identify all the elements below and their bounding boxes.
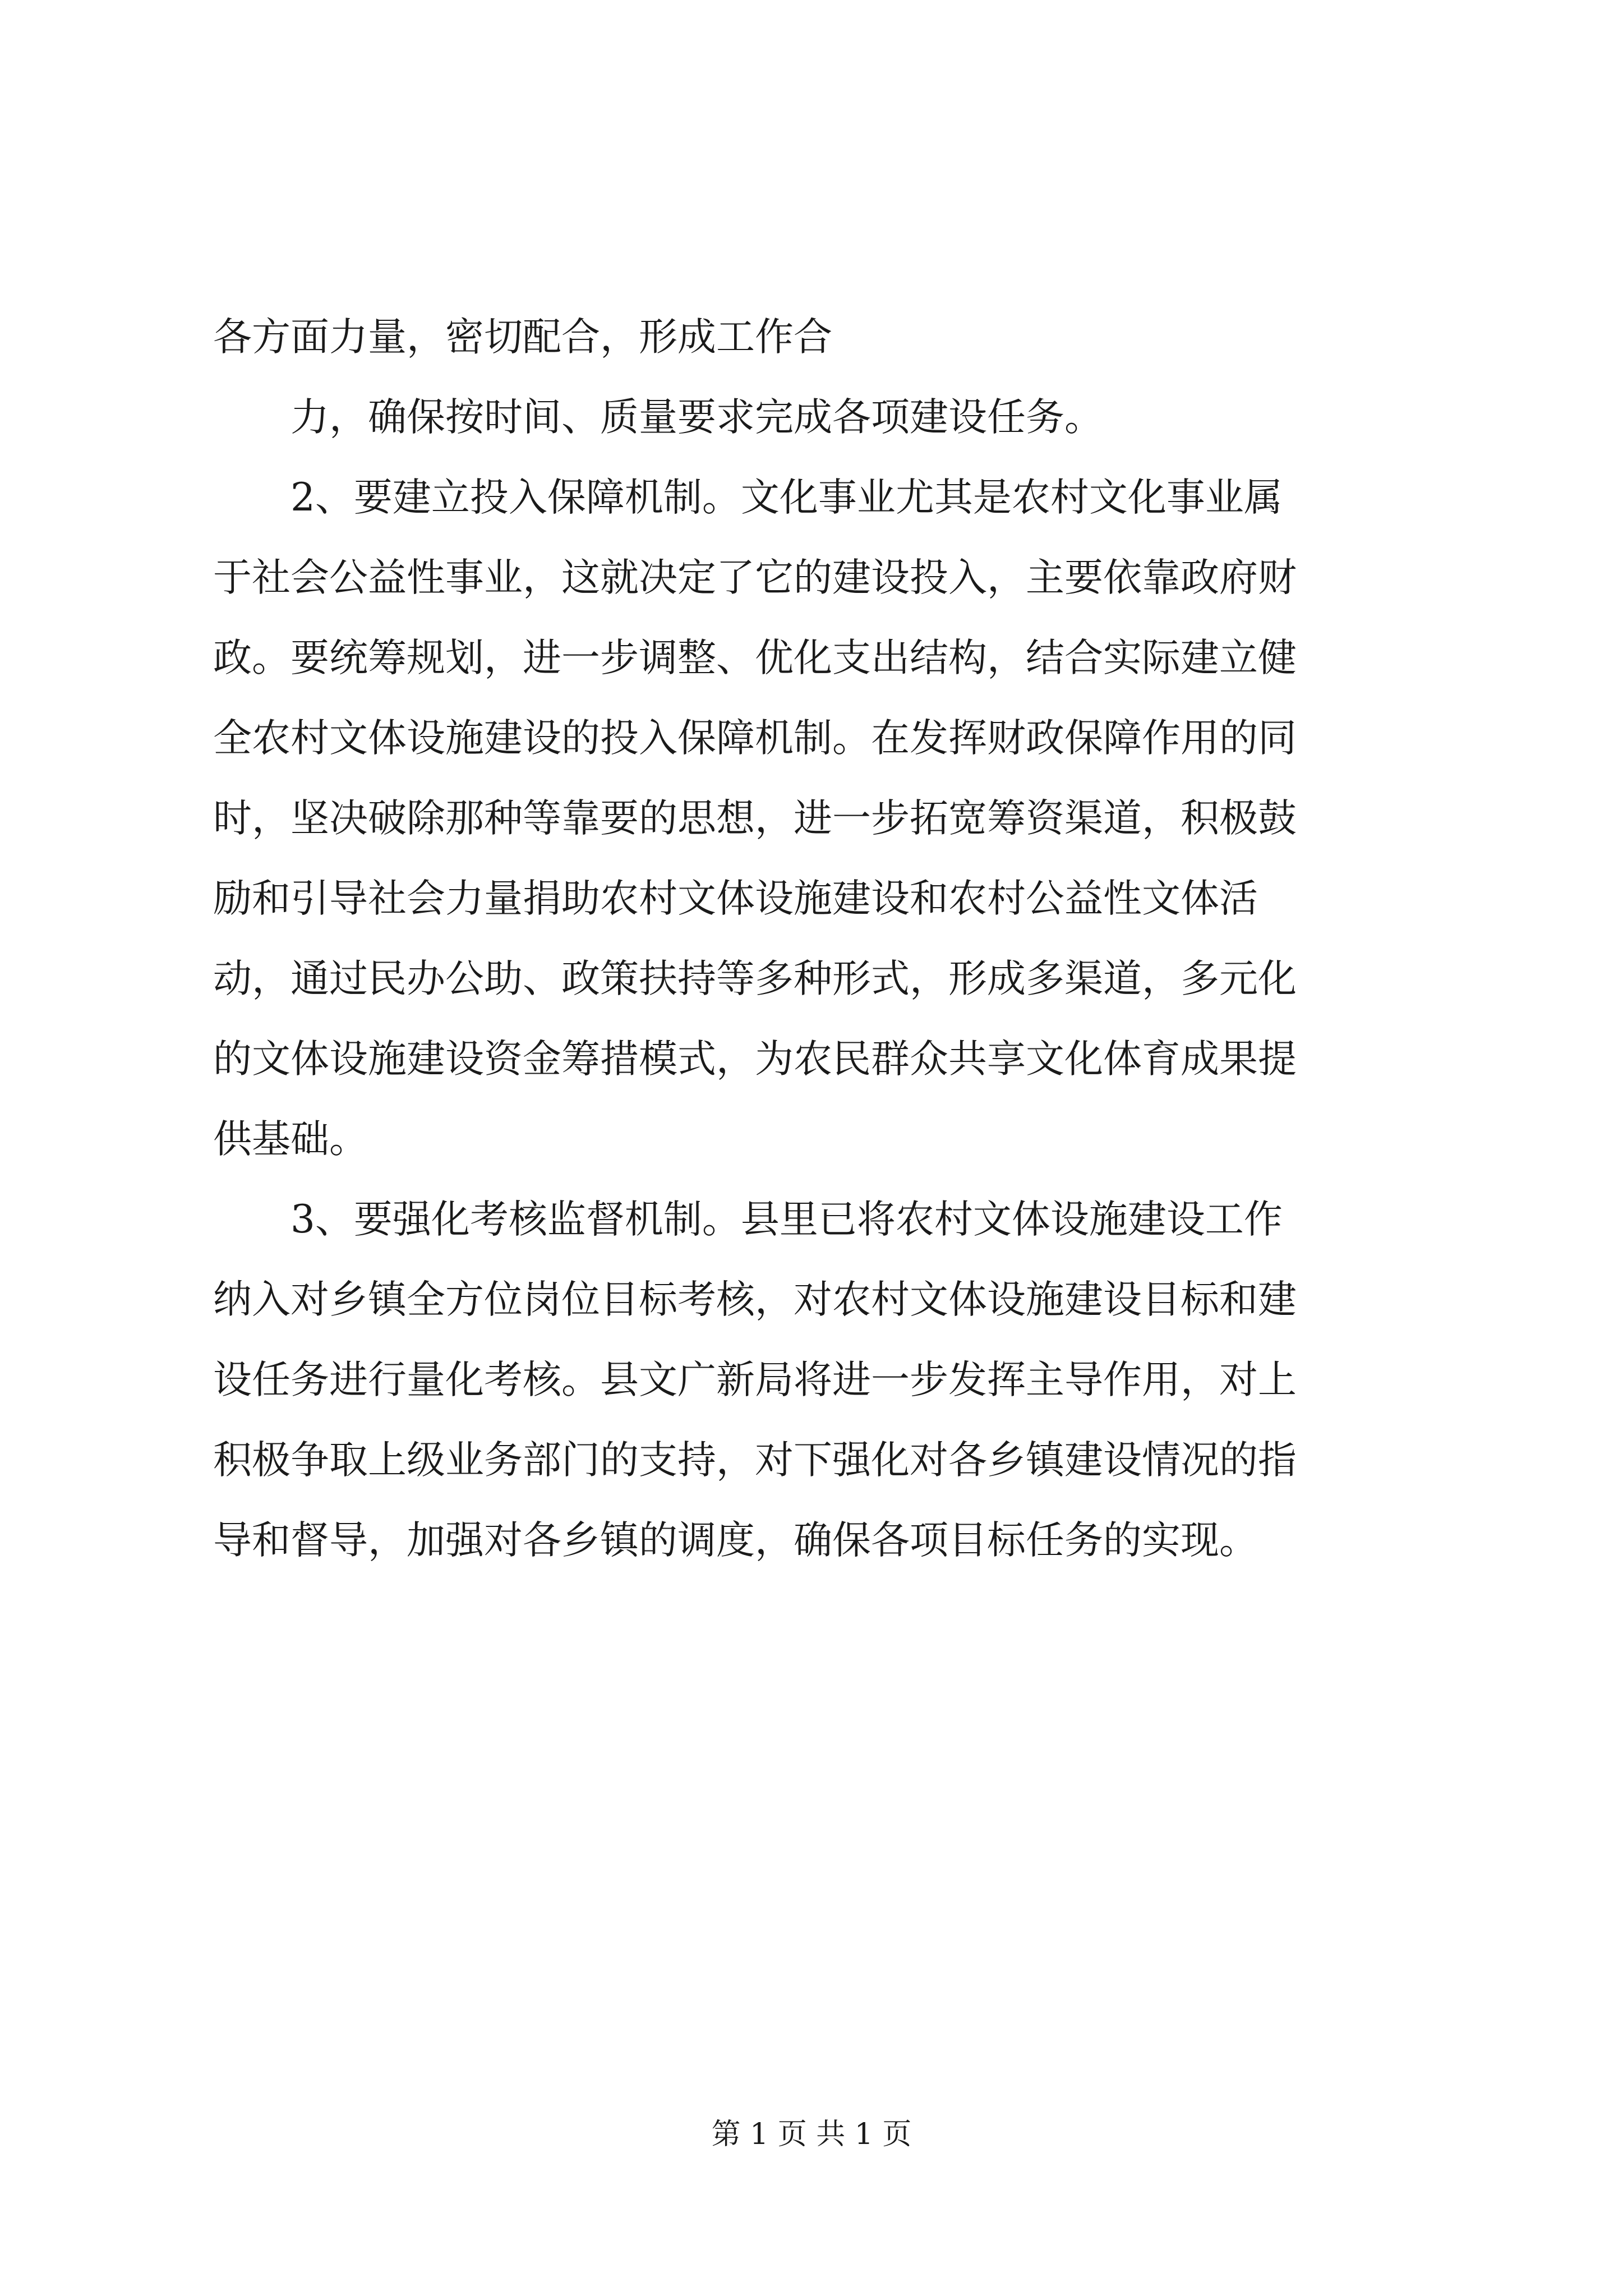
text-line: 积极争取上级业务部门的支持，对下强化对各乡镇建设情况的指 [213, 1438, 1297, 1483]
text-line: 全农村文体设施建设的投入保障机制。在发挥财政保障作用的同 [213, 716, 1297, 761]
text-line: 各方面力量，密切配合，形成工作合 [213, 315, 832, 360]
document-body [213, 297, 1424, 1581]
text-line: 力，确保按时间、质量要求完成各项建设任务。 [213, 395, 1103, 440]
text-line: 2、要建立投入保障机制。文化事业尤其是农村文化事业属 [213, 475, 1283, 520]
text-line: 政。要统筹规划，进一步调整、优化支出结构，结合实际建立健 [213, 636, 1297, 680]
page-footer [0, 2115, 1623, 2154]
text-line: 3、要强化考核监督机制。县里已将农村文体设施建设工作 [213, 1197, 1283, 1242]
text-line: 的文体设施建设资金筹措模式，为农民群众共享文化体育成果提 [213, 1037, 1297, 1082]
text-line: 动，通过民办公助、政策扶持等多种形式，形成多渠道，多元化 [213, 956, 1297, 1001]
text-line: 纳入对乡镇全方位岗位目标考核，对农村文体设施建设目标和建 [213, 1277, 1297, 1322]
text-line: 设任务进行量化考核。县文广新局将进一步发挥主导作用，对上 [213, 1358, 1297, 1402]
text-line: 时，坚决破除那种等靠要的思想，进一步拓宽筹资渠道，积极鼓 [213, 796, 1297, 841]
text-line: 导和督导，加强对各乡镇的调度，确保各项目标任务的实现。 [213, 1518, 1258, 1563]
text-line: 于社会公益性事业，这就决定了它的建设投入，主要依靠政府财 [213, 555, 1297, 600]
text-line: 励和引导社会力量捐助农村文体设施建设和农村公益性文体活 [213, 876, 1258, 921]
text-line: 供基础。 [213, 1117, 368, 1162]
page-number-label: 第 1 页 共 1 页 [711, 2118, 912, 2151]
